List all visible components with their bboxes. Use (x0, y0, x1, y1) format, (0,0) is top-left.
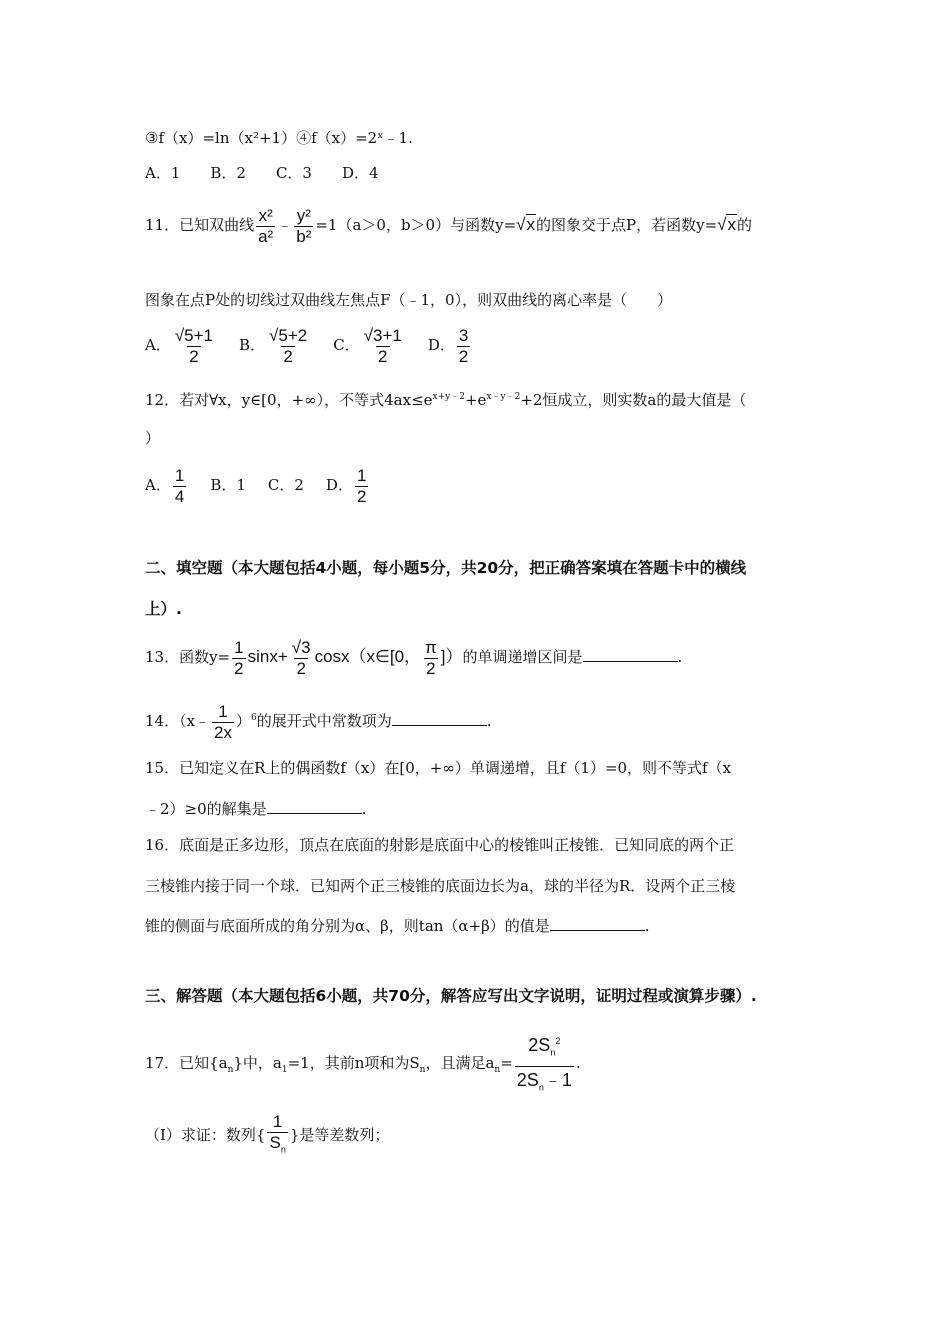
q13-frac-pi: $\frac{\pi}{2}$ (425, 637, 437, 678)
q14-frac: $\frac{1}{2x}$ (214, 701, 233, 742)
q15-line2: ﹣2）≥0的解集是 . (145, 800, 367, 818)
q10-functions: ③f（x）=ln（x²+1）④f（x）=2ˣ﹣1. (145, 129, 413, 147)
q11-option-b: $\frac{√5+2}{2}$ (269, 325, 308, 366)
q12-option-a: $\frac{1}{4}$ (174, 465, 185, 506)
q15-answer-blank (267, 799, 362, 814)
q11-option-c: $\frac{√3+1}{2}$ (363, 325, 402, 366)
q12-stem: 12．若对∀x，y∈[0，+∞），不等式$4ax\le e^{x+y﹣2}+e^{x﹣y﹣2}+2$恒成立，则实数a的最大值是（ (145, 391, 747, 409)
q14-stem: 14．（x﹣ $\frac{1}{2x}$ ）$^6$的展开式中常数项为 . (145, 701, 492, 742)
q11-line2: 图象在点P处的切线过双曲线左焦点F（﹣1，0），则双曲线的离心率是（ ） (145, 291, 673, 309)
section3-heading: 三、解答题（本大题包括6小题，共70分，解答应写出文字说明，证明过程或演算步骤）. (145, 987, 757, 1005)
q16-line2: 三棱锥内接于同一个球．已知两个正三棱锥的底面边长为a，球的半径为R．设两个正三棱 (145, 877, 736, 895)
q13-answer-blank (583, 647, 678, 662)
q11-sqrt-2: √x (717, 215, 736, 234)
q10-options: A．1 B．2 C．3 D．4 (145, 164, 379, 182)
q12-options: A． $\frac{1}{4}$ B．1 C．2 D． $\frac{1}{2}$ (145, 465, 367, 506)
q17-part1-fraction: $\frac{1}{S_n}$ (267, 1112, 287, 1159)
q17-stem: 17．已知$\{a_n\}$中，$a_1=1$，其前n项和为$S_n$，且满足$a_n=$ $\frac{2S_n^2}{2S_n﹣1}$ . (145, 1028, 581, 1102)
q13-stem: 13．函数y= $\frac{1}{2}$ sinx+ $\frac{√3}{2}$ cosx（x∈[0， $\frac{\pi}{2}$ ]）的单调递增区间是 . (145, 637, 683, 678)
q13-frac-root3: $\frac{√3}{2}$ (291, 637, 311, 678)
q11-frac-y: $\frac{\text{y²}}{\text{b²}}$ (296, 205, 312, 246)
q12-line2: ） (145, 429, 161, 447)
q11-stem: 11．已知双曲线 $\frac{\text{x²}}{\text{a²}}$ ﹣ $\frac{\text{y²}}{\text{b²}}$ =1（a＞0，b＞0）与函数y=√x的图象交于点P，若函数y=√x的 (145, 205, 752, 246)
q17-recurrence-fraction: $\frac{2S_n^2}{2S_n﹣1}$ (515, 1028, 574, 1100)
q16-line3: 锥的侧面与底面所成的角分别为α、β，则tan（α+β）的值是 . (145, 917, 650, 935)
q14-answer-blank (392, 711, 487, 726)
section2-heading-line2: 上）. (145, 600, 182, 618)
q16-answer-blank (550, 916, 645, 931)
q11-frac-x: $\frac{\text{x²}}{\text{a²}}$ (258, 205, 274, 246)
q11-options: A． $\frac{√5+1}{2}$ B． $\frac{√5+2}{2}$ C． $\frac{√3+1}{2}$ D． $\frac{3}{2}$ (145, 325, 469, 366)
q11-option-d: $\frac{3}{2}$ (458, 325, 469, 366)
q11-option-a: $\frac{√5+1}{2}$ (174, 325, 214, 366)
q11-sqrt-1: √x (516, 215, 535, 234)
q16-line1: 16．底面是正多边形，顶点在底面的射影是底面中心的棱锥叫正棱锥．已知同底的两个正 (145, 836, 735, 854)
q15-line1: 15．已知定义在R上的偶函数f（x）在[0，+∞）单调递增，且f（1）=0，则不等式f（x (145, 759, 732, 777)
q12-option-d: $\frac{1}{2}$ (356, 465, 367, 506)
q13-frac-half: $\frac{1}{2}$ (234, 637, 244, 678)
q17-part1: （Ⅰ）求证：数列{ $\frac{1}{S_n}$ }是等差数列； (145, 1107, 389, 1163)
section2-heading-line1: 二、填空题（本大题包括4小题，每小题5分，共20分，把正确答案填在答题卡中的横线 (145, 559, 747, 577)
